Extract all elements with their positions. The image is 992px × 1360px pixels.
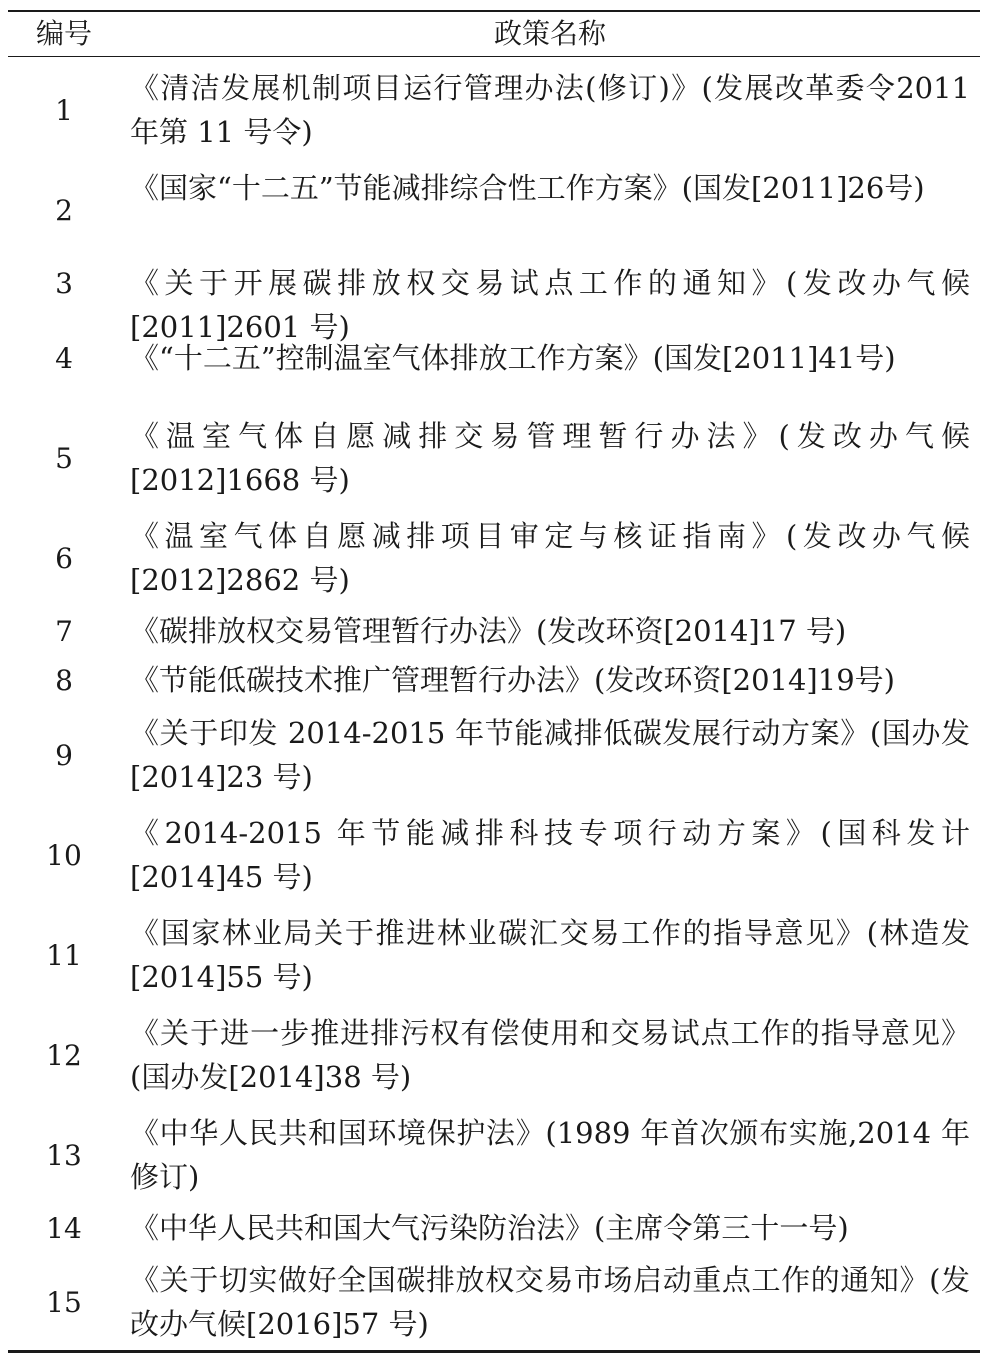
policy-name: 《中华人民共和国环境保护法》(1989 年首次颁布实施,2014 年修订) — [130, 1116, 970, 1194]
table-row — [8, 705, 980, 805]
table-row — [8, 1203, 980, 1253]
policy-name: 《温室气体自愿减排项目审定与核证指南》(发改办气候[2012]2862 号) — [130, 519, 970, 597]
row-number: 14 — [46, 1211, 82, 1245]
table-row — [8, 508, 980, 608]
row-number: 9 — [55, 738, 73, 772]
header-divider — [8, 56, 980, 57]
row-number: 15 — [46, 1285, 82, 1319]
policy-name: 《关于开展碳排放权交易试点工作的通知》(发改办气候[2011]2601 号) — [130, 266, 970, 344]
table-row — [8, 905, 980, 1005]
table-row — [8, 1252, 980, 1352]
row-number: 12 — [46, 1038, 82, 1072]
row-number: 6 — [55, 541, 73, 575]
policy-name: 《温室气体自愿减排交易管理暂行办法》(发改办气候[2012]1668 号) — [130, 419, 970, 497]
table-row — [8, 258, 980, 344]
table-row — [8, 606, 980, 656]
table-row — [8, 1005, 980, 1105]
policy-name: 《关于印发 2014-2015 年节能减排低碳发展行动方案》(国办发[2014]23 号) — [130, 716, 970, 794]
row-number: 7 — [55, 614, 73, 648]
policy-name: 《关于进一步推进排污权有偿使用和交易试点工作的指导意见》(国办发[2014]38 号) — [130, 1016, 970, 1094]
row-number: 3 — [55, 266, 73, 300]
row-number: 5 — [55, 441, 73, 475]
row-number: 11 — [46, 938, 82, 972]
column-header-number: 编号 — [35, 17, 92, 50]
row-number: 4 — [55, 341, 73, 375]
row-number: 1 — [55, 93, 73, 127]
table-bottom-rule — [8, 1350, 980, 1353]
policy-name: 《国家林业局关于推进林业碳汇交易工作的指导意见》(林造发[2014]55 号) — [130, 916, 970, 994]
policy-name: 《节能低碳技术推广管理暂行办法》(发改环资[2014]19号) — [130, 663, 895, 697]
table-row — [8, 805, 980, 905]
row-number: 2 — [55, 193, 73, 227]
policy-name: 《“十二五”控制温室气体排放工作方案》(国发[2011]41号) — [130, 341, 896, 375]
row-number: 8 — [55, 663, 73, 697]
table-row — [8, 160, 980, 260]
table-row — [8, 60, 980, 160]
table-row — [8, 408, 980, 508]
policy-name: 《2014-2015 年节能减排科技专项行动方案》(国科发计[2014]45 号) — [130, 816, 970, 894]
row-number: 13 — [46, 1138, 82, 1172]
table-row — [8, 333, 980, 383]
table-row — [8, 655, 980, 705]
policy-name: 《国家“十二五”节能减排综合性工作方案》(国发[2011]26号) — [130, 171, 925, 205]
policy-name: 《碳排放权交易管理暂行办法》(发改环资[2014]17 号) — [130, 614, 847, 648]
row-number: 10 — [46, 838, 82, 872]
policy-name: 《关于切实做好全国碳排放权交易市场启动重点工作的通知》(发改办气候[2016]57 号) — [130, 1263, 970, 1341]
table-row — [8, 1105, 980, 1205]
table-top-rule — [8, 10, 980, 12]
column-header-policy-name: 政策名称 — [493, 17, 606, 50]
policy-name: 《中华人民共和国大气污染防治法》(主席令第三十一号) — [130, 1211, 849, 1245]
policy-name: 《清洁发展机制项目运行管理办法(修订)》(发展改革委令2011 年第 11 号令) — [130, 71, 970, 149]
